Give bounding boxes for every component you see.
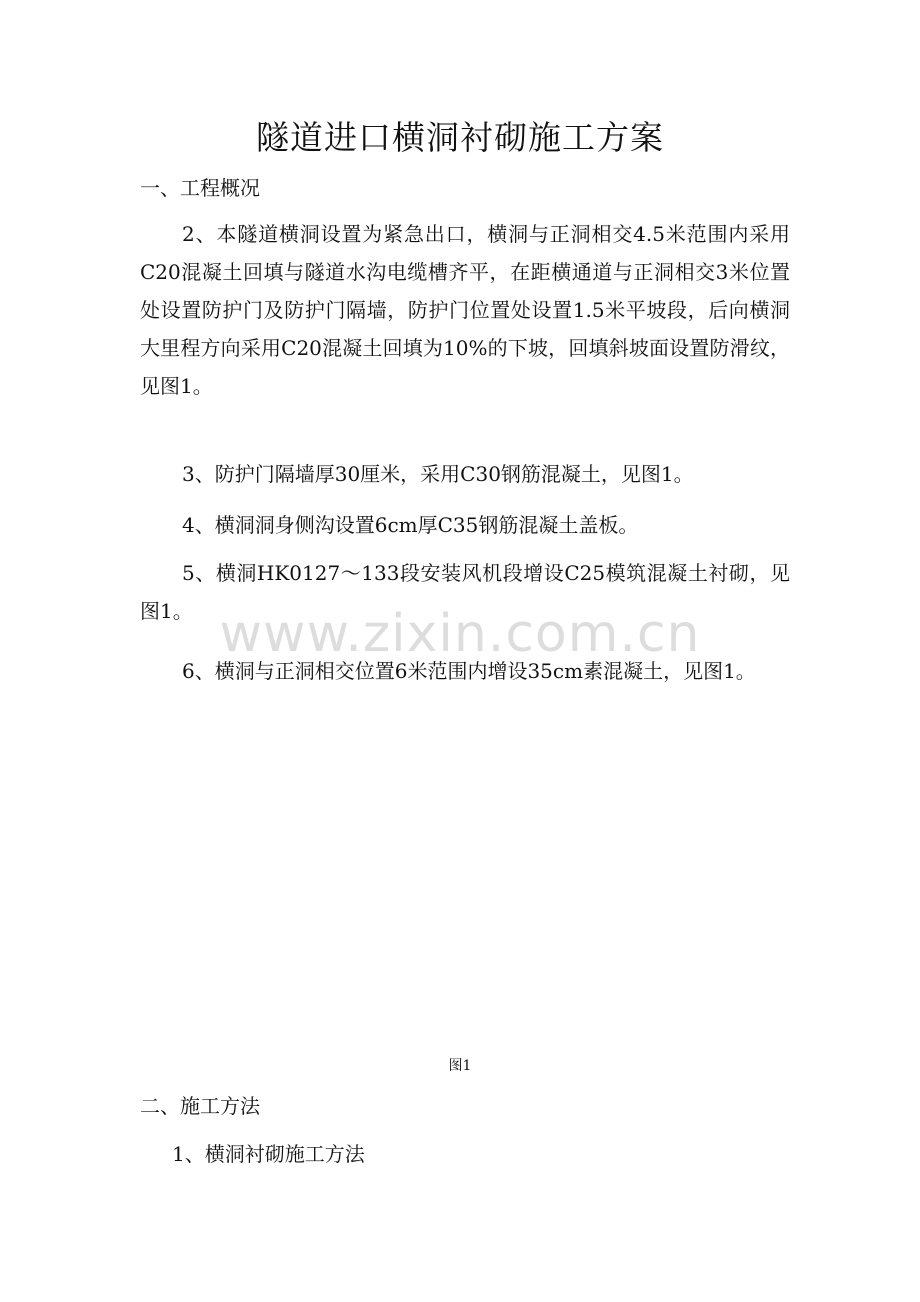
section-heading-overview: 一、工程概况 [140, 176, 260, 200]
watermark: www.zixin.com.cn [219, 604, 701, 664]
document-title: 隧道进口横洞衬砌施工方案 [256, 118, 664, 157]
paragraph-item-2: 2、本隧道横洞设置为紧急出口，横洞与正洞相交4.5米范围内采用C20混凝土回填与隧道水沟电缆槽齐平，在距横通道与正洞相交3米位置处设置防护门及防护门隔墙，防护门位置处设置1.5米平坡段，后向横洞大里程方向采用C20混凝土回填为10%的下坡，回填斜坡面设置防滑纹，见图1。 [140, 222, 790, 398]
paragraph-item-6: 6、横洞与正洞相交位置6米范围内增设35cm素混凝土，见图1。 [182, 659, 756, 683]
paragraph-item-5: 5、横洞HK0127～133段安装风机段增设C25模筑混凝土衬砌，见图1。 [140, 561, 790, 623]
figure-placeholder [140, 700, 790, 1040]
paragraph-item-4: 4、横洞洞身侧沟设置6cm厚C35钢筋混凝土盖板。 [182, 513, 639, 537]
subsection-heading-lining-method: 1、横洞衬砌施工方法 [172, 1142, 365, 1166]
paragraph-item-3: 3、防护门隔墙厚30厘米，采用C30钢筋混凝土，见图1。 [182, 462, 694, 486]
figure-caption: 图1 [448, 1058, 472, 1074]
section-heading-construction-method: 二、施工方法 [140, 1094, 260, 1118]
